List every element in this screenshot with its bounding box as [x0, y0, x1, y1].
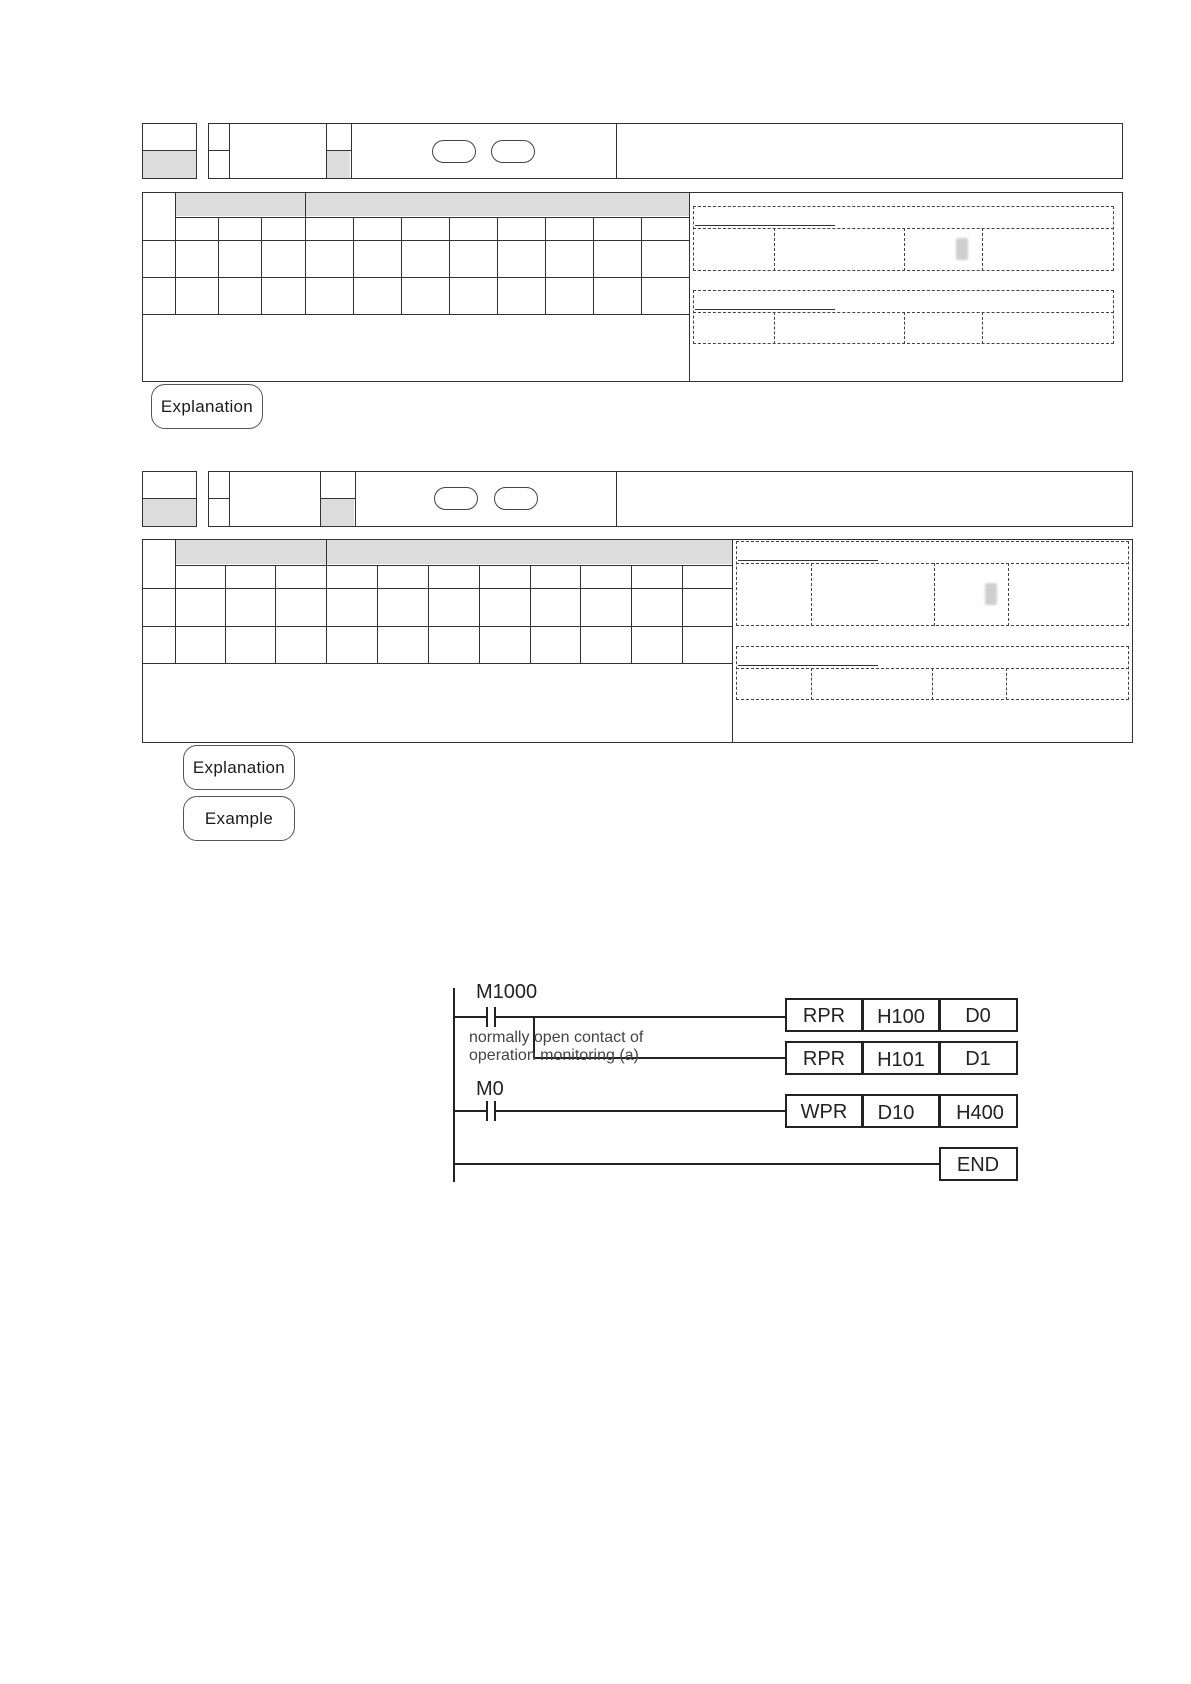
explanation-button[interactable]: Explanation	[183, 745, 295, 790]
operand-label: H400	[956, 1102, 1004, 1124]
contact-symbol	[454, 1101, 786, 1121]
operand-label: D0	[965, 1005, 991, 1027]
contact-label-m1000: M1000	[476, 981, 538, 1003]
end-label: END	[956, 1154, 1000, 1176]
operand-label: D1	[965, 1048, 991, 1070]
instruction-label: RPR	[802, 1005, 846, 1027]
contact-symbol	[454, 1007, 786, 1027]
operand-label: D10	[877, 1102, 915, 1124]
instruction-label: WPR	[800, 1101, 848, 1123]
operand-label: H100	[877, 1006, 925, 1028]
explanation-button[interactable]: Explanation	[151, 384, 263, 429]
note-text: normally open contact of	[469, 1029, 644, 1046]
instruction-label: RPR	[802, 1048, 846, 1070]
contact-label-m0: M0	[476, 1078, 504, 1100]
note-text: operation monitoring (a)	[469, 1047, 639, 1064]
operand-label: H101	[877, 1049, 925, 1071]
example-button[interactable]: Example	[183, 796, 295, 841]
